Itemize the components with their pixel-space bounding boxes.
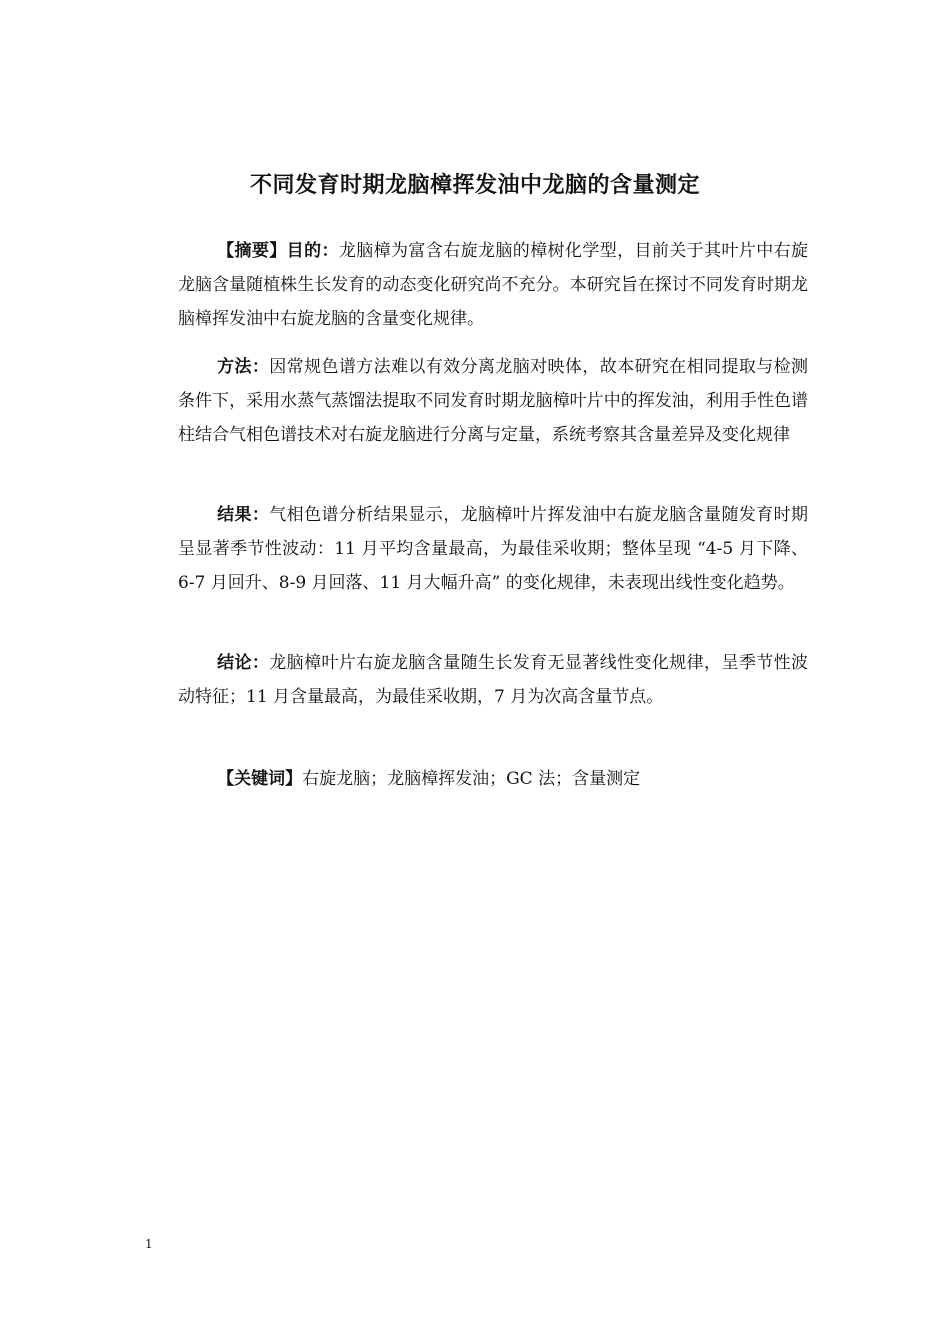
abstract-aim-paragraph — [178, 234, 808, 336]
aim-text: 龙脑樟为富含右旋龙脑的樟树化学型，目前关于其叶片中右旋龙脑含量随植株生长发育的动态变化研究尚不充分。本研究旨在探讨不同发育时期龙脑樟挥发油中右旋龙脑的含量变化规律。 — [178, 241, 809, 329]
keywords-label: 【关键词】 — [217, 769, 303, 789]
conclusion-text: 龙脑樟叶片右旋龙脑含量随生长发育无显著线性变化规律，呈季节性波动特征；11 月含量最高，为最佳采收期，7 月为次高含量节点。 — [178, 653, 809, 707]
aim-label: 目的： — [286, 241, 339, 261]
method-paragraph — [178, 350, 808, 452]
keywords-text: 右旋龙脑；龙脑樟挥发油；GC 法；含量测定 — [302, 769, 641, 789]
result-paragraph — [178, 498, 808, 600]
keywords-paragraph — [178, 762, 808, 796]
page-number: 1 — [145, 1237, 153, 1251]
document-title: 不同发育时期龙脑樟挥发油中龙脑的含量测定 — [249, 173, 700, 198]
result-label: 结果： — [217, 505, 270, 525]
result-text: 气相色谱分析结果显示，龙脑樟叶片挥发油中右旋龙脑含量随发育时期呈显著季节性波动：11 月平均含量最高，为最佳采收期；整体呈现 “4-5 月下降、6-7 月回升、8-9 月回落、11 月大幅升高” 的变化规律，未表现出线性变化趋势。 — [178, 505, 809, 593]
method-text: 因常规色谱方法难以有效分离龙脑对映体，故本研究在相同提取与检测条件下，采用水蒸气蒸馏法提取不同发育时期龙脑樟叶片中的挥发油，利用手性色谱柱结合气相色谱技术对右旋龙脑进行分离与定量，系统考察其含量差异及变化规律 — [178, 357, 809, 445]
abstract-label: 【摘要】 — [217, 241, 287, 261]
conclusion-paragraph — [178, 646, 808, 714]
method-label: 方法： — [217, 357, 270, 377]
conclusion-label: 结论： — [217, 653, 270, 673]
